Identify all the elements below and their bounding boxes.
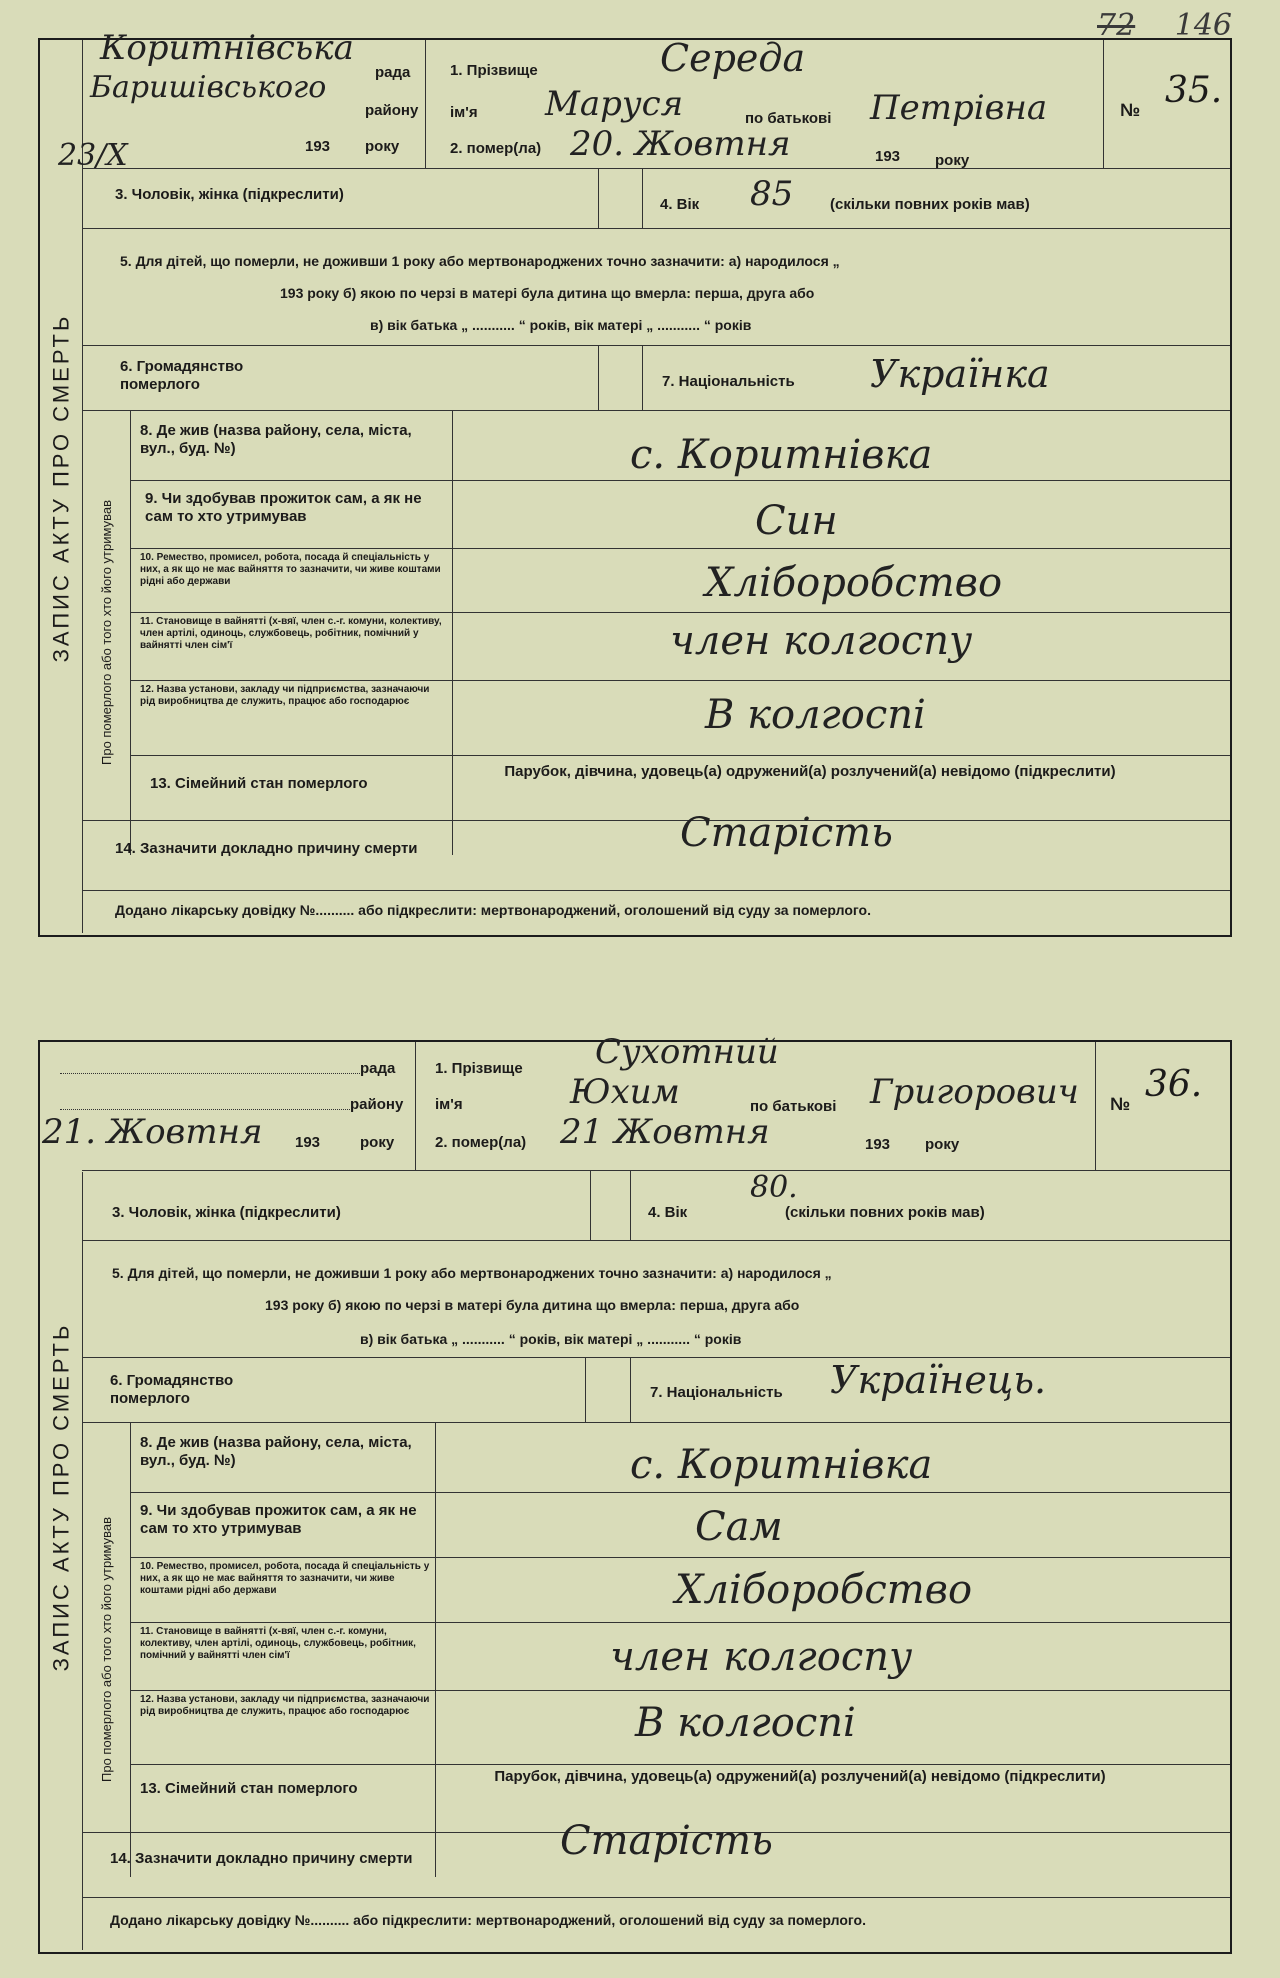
marital-options: Парубок, дівчина, удовець(а) одружений(а) розлучений(а) невідомо (підкреслити) [494, 1768, 1106, 1785]
nationality-value: Українка [870, 352, 1050, 396]
marital-options: Парубок, дівчина, удовець(а) одружений(а) розлучений(а) невідомо (підкреслити) [504, 763, 1116, 780]
residence-value: с. Коритнівка [630, 432, 933, 478]
side-title: ЗАПИС АКТУ ПРО СМЕРТЬ [48, 313, 74, 662]
first-name-value: Юхим [570, 1072, 680, 1112]
death-record-form-2: ЗАПИС АКТУ ПРО СМЕРТЬ рада району 21. Жовтня 193 року 1. Прізвище Сухотний ім'я Юхим по батькові Григорович 2. помер(ла) 21 Жовтня 193 року № 36. 3. Чоловік, жінка (підкреслити) 4. Вік 80. (скільки повних років мав) 5. Для дітей, що померли, не доживши 1 року або мертвонароджених точно зазначити: а) народилося „ 193 року б) якою по черзі в матері була дитина що вмерла: перша, друга або в) вік батька „ ........... “ років, вік матері „ ........... “ років 6. Громадянство померлого 7. Національність Українець. Про померлого або того хто його утримував 8. Де жив (назва району, села, міста, вул., буд. №) с. Коритнівка 9. Чи здобував прожиток сам, а як не сам то хто утримував Сам 10. Ремество, промисел, робота, посада й спеціальність у них, а як що не має вайняття то зазначити, чи живе коштами рідні або держави Хліборобство 11. Становище в вайнятті (х-вяї, член с.-г. комуни, колективу, член артілі, одиноць, службовець, робітник, помічний у вайнятті член сім'ї член колгоспу 12. Назва установи, закладу чи підприємства, зазначаючи рід виробництва де служить, працює або господарює В колгоспі 13. Сімейний стан померлого Парубок, дівчина, удовець(а) одружений(а) розлучений(а) невідомо (підкреслити) 14. Зазначити докладно причину смерти Старість Додано лікарську довідку №.......... або підкреслити: мертвонароджений, оголошений від суду за померлого. [38, 1040, 1232, 1954]
q3-sex: 3. Чоловік, жінка (підкреслити) [112, 1204, 341, 1221]
q8-residence: 8. Де жив (назва району, села, міста, вул., буд. №) [140, 1434, 412, 1469]
cause-value: Старість [680, 810, 893, 856]
status-value: член колгоспу [610, 1634, 913, 1680]
district-value: Баришівського [90, 70, 327, 105]
surname-value: Середа [660, 36, 806, 80]
death-date-value: 20. Жовтня [570, 124, 791, 164]
institution-value: В колгоспі [705, 692, 926, 738]
q5-children: 5. Для дітей, що померли, не доживши 1 року або мертвонароджених точно зазначити: а) народилося „ [112, 1265, 832, 1281]
q9-support: 9. Чи здобував прожиток сам, а як не сам то хто утримував [145, 490, 422, 525]
q9-support: 9. Чи здобував прожиток сам, а як не сам то хто утримував [140, 1502, 417, 1537]
patronymic-value: Петрівна [870, 88, 1048, 128]
footer-note: Додано лікарську довідку №.......... або підкреслити: мертвонароджений, оголошений від суду за померлого. [115, 902, 871, 918]
q14-cause: 14. Зазначити докладно причину смерти [110, 1850, 413, 1867]
age-value: 80. [750, 1170, 798, 1205]
registration-date: 21. Жовтня [42, 1112, 263, 1152]
q12-institution: 12. Назва установи, закладу чи підприємства, зазначаючи рід виробництва де служить, працює або господарює [140, 684, 430, 707]
council-label: рада [360, 1060, 396, 1077]
cause-value: Старість [560, 1818, 773, 1864]
district-label: району [350, 1096, 404, 1113]
record-number: 36. [1145, 1064, 1203, 1105]
support-value: Син [755, 498, 838, 544]
footer-note: Додано лікарську довідку №.......... або підкреслити: мертвонароджений, оголошений від суду за померлого. [110, 1912, 866, 1928]
death-date-value: 21 Жовтня [560, 1112, 770, 1152]
council-label: рада [375, 64, 411, 81]
sub-side-title: Про померлого або того хто його утримував [82, 1422, 131, 1877]
q5-children: 5. Для дітей, що померли, не доживши 1 року або мертвонароджених точно зазначити: а) народилося „ [120, 253, 840, 269]
surname-value: Сухотний [595, 1032, 779, 1072]
council-value: Коритнівська [100, 28, 354, 68]
q13-marital: 13. Сімейний стан померлого [150, 775, 368, 792]
q14-cause: 14. Зазначити докладно причину смерти [115, 840, 418, 857]
institution-value: В колгоспі [635, 1700, 856, 1746]
q11-status: 11. Становище в вайнятті (х-вяї, член с.-г. комуни, колективу, член артілі, одиноць, службовець, робітник, помічний у вайнятті член сім'ї [140, 1626, 416, 1661]
q6-citizenship: 6. Громадянство померлого [110, 1372, 234, 1407]
q6-citizenship: 6. Громадянство померлого [120, 358, 244, 393]
q3-sex: 3. Чоловік, жінка (підкреслити) [115, 186, 344, 203]
q8-residence: 8. Де жив (назва району, села, міста, вул., буд. №) [140, 422, 412, 457]
death-record-form-1: ЗАПИС АКТУ ПРО СМЕРТЬ Коритнівська рада Баришівського району 23/X 193 року 1. Прізвище Середа ім'я Маруся по батькові Петрівна 2. помер(ла) 20. Жовтня 193 року № 35. 3. Чоловік, жінка (підкреслити) 4. Вік 85 (скільки повних років мав) 5. Для дітей, що померли, не доживши 1 року або мертвонароджених точно зазначити: а) народилося „ 193 року б) якою по черзі в матері була дитина що вмерла: перша, друга або в) вік батька „ ........... “ років, вік матері „ ........... “ років 6. Громадянство померлого 7. Національність Українка Про померлого або того хто його утримував 8. Де жив (назва району, села, міста, вул., буд. №) с. Коритнівка 9. Чи здобував прожиток сам, а як не сам то хто утримував Син 10. Ремество, промисел, робота, посада й спеціальність у них, а як що не має вайняття то зазначити, чи живе коштами рідні або держави Хліборобство 11. Становище в вайнятті (х-вяї, член с.-г. комуни, колективу, член артілі, одиноць, службовець, робітник, помічний у вайнятті член сім'ї член колгоспу 12. Назва установи, закладу чи підприємства, зазначаючи рід виробництва де служить, працює або господарює В колгоспі 13. Сімейний стан померлого Парубок, дівчина, удовець(а) одружений(а) розлучений(а) невідомо (підкреслити) 14. Зазначити докладно причину смерти Старість Додано лікарську довідку №.......... або підкреслити: мертвонароджений, оголошений від суду за померлого. [38, 38, 1232, 937]
status-value: член колгоспу [670, 618, 973, 664]
side-title: ЗАПИС АКТУ ПРО СМЕРТЬ [48, 1322, 74, 1672]
q10-occupation: 10. Ремество, промисел, робота, посада й спеціальність у них, а як що не має вайняття то зазначити, чи живе коштами рідні або держави [140, 552, 441, 587]
support-value: Сам [695, 1504, 783, 1550]
record-number: 35. [1165, 70, 1223, 111]
q13-marital: 13. Сімейний стан померлого [140, 1780, 358, 1797]
first-name-value: Маруся [545, 84, 684, 124]
patronymic-value: Григорович [870, 1072, 1079, 1112]
q10-occupation: 10. Ремество, промисел, робота, посада й спеціальність у них, а як що не має вайняття то зазначити, чи живе коштами рідні або держави [140, 1561, 430, 1596]
q11-status: 11. Становище в вайнятті (х-вяї, член с.-г. комуни, колективу, член артілі, одиноць, службовець, робітник, помічний у вайнятті член сім'ї [140, 616, 442, 651]
residence-value: с. Коритнівка [630, 1442, 933, 1488]
district-label: району [365, 102, 419, 119]
q12-institution: 12. Назва установи, закладу чи підприємства, зазначаючи рід виробництва де служить, працює або господарює [140, 1694, 430, 1717]
sub-side-title: Про померлого або того хто його утримував [82, 410, 131, 855]
occupation-value: Хліборобство [705, 560, 1003, 606]
occupation-value: Хліборобство [675, 1567, 973, 1613]
registration-date: 23/X [58, 138, 128, 173]
nationality-value: Українець. [830, 1358, 1047, 1402]
age-value: 85 [750, 174, 794, 214]
page-number: 72 146 [1097, 8, 1232, 43]
